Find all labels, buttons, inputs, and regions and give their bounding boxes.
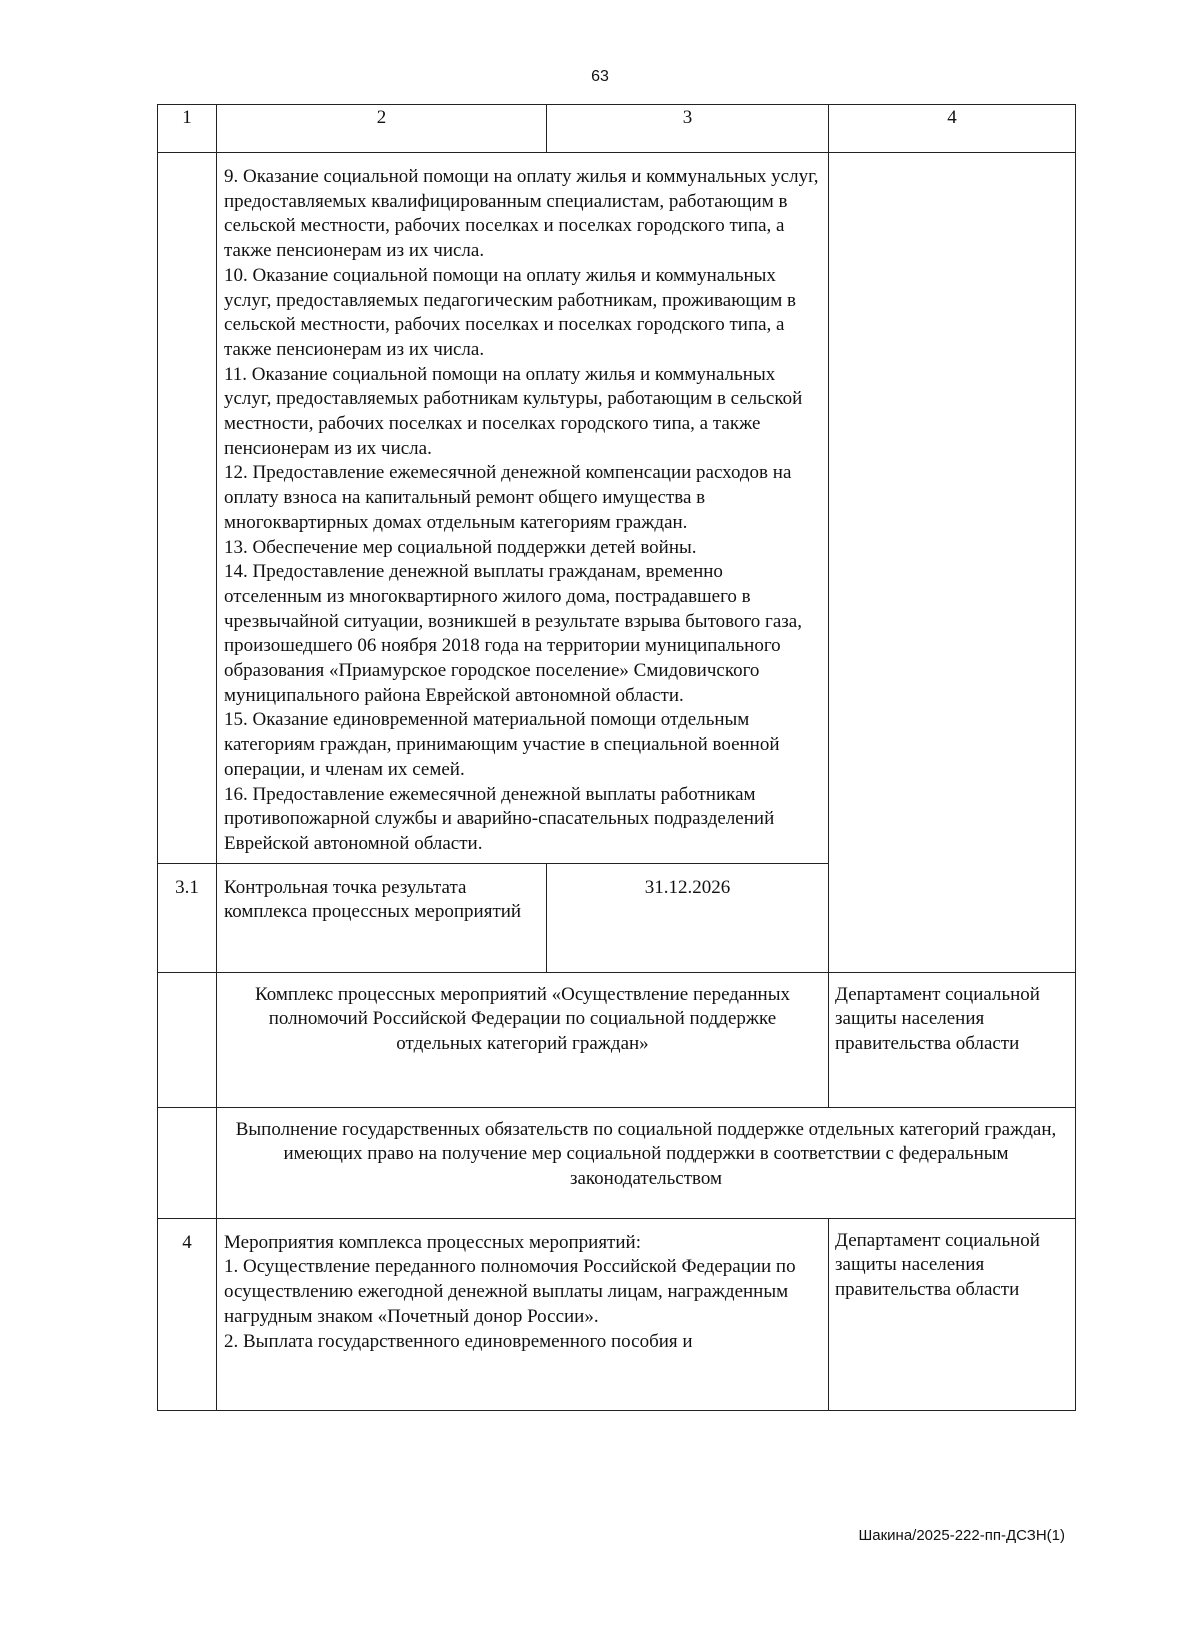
list-item: 14. Предоставление денежной выплаты гражданам, временно отселенным из многоквартирного жилого дома, пострадавшего в чрезвычайной ситуации, возникшей в результате взрыва бытового газа, произошедшего 06 ноября 2018 года на территории муниципального образования «Приамурское городское поселение» Смидовичского муниципального района Еврейской автономной области. (224, 561, 802, 706)
header-row (158, 105, 1076, 153)
list-row-number (158, 153, 217, 864)
list-item: 1. Осуществление переданного полномочия Российской Федерации по осуществлению ежегодной денежной выплаты лицам, награжденным нагрудным знаком «Почетный донор России». (224, 1256, 796, 1327)
measures-cell (217, 1218, 829, 1410)
list-item: 16. Предоставление ежемесячной денежной выплаты работникам противопожарной службы и аварийно-спасательных подразделений Еврейской автономной области. (224, 783, 775, 854)
list-row-responsible (829, 153, 1076, 973)
header-col-2: 2 (217, 105, 547, 153)
complex-department: Департамент социальной защиты населения правительства области (829, 972, 1076, 1107)
list-items-cell (217, 153, 829, 864)
header-col-3: 3 (547, 105, 829, 153)
measures-number: 4 (158, 1218, 217, 1410)
measures-table (157, 104, 1076, 1411)
checkpoint-title: Контрольная точка результата комплекса процессных мероприятий (217, 863, 547, 972)
list-item: 15. Оказание единовременной материальной помощи отдельным категориям граждан, принимающим участие в специальной военной операции, и членам их семей. (224, 709, 780, 780)
header-col-1: 1 (158, 105, 217, 153)
page-number: 63 (591, 68, 609, 85)
list-item: 10. Оказание социальной помощи на оплату жилья и коммунальных услуг, предоставляемых педагогическим работникам, проживающим в сельской местности, рабочих поселках и поселках городского типа, а также пенсионерам из их числа. (224, 264, 796, 360)
obligations-row-number (158, 1107, 217, 1218)
obligations-text: Выполнение государственных обязательств по социальной поддержке отдельных категорий граждан, имеющих право на получение мер социальной поддержки в соответствии с федеральным законодательством (217, 1107, 1076, 1218)
complex-row-number (158, 972, 217, 1107)
measures-department: Департамент социальной защиты населения правительства области (829, 1218, 1076, 1410)
list-item: 9. Оказание социальной помощи на оплату жилья и коммунальных услуг, предоставляемых квалифицированным специалистам, работающим в сельской местности, рабочих поселках и поселках городского типа, а также пенсионерам из их числа. (224, 166, 819, 262)
document-signature: Шакина/2025-222-пп-ДСЗН(1) (858, 1527, 1065, 1544)
measures-row (158, 1218, 1076, 1410)
list-row (158, 153, 1076, 864)
measures-heading: Мероприятия комплекса процессных мероприятий: (224, 1231, 641, 1253)
complex-row (158, 972, 1076, 1107)
obligations-row (158, 1107, 1076, 1218)
checkpoint-date: 31.12.2026 (547, 863, 829, 972)
checkpoint-number: 3.1 (158, 863, 217, 972)
list-item: 12. Предоставление ежемесячной денежной компенсации расходов на оплату взноса на капитальный ремонт общего имущества в многоквартирных домах отдельным категориям граждан. (224, 462, 792, 533)
list-item: 11. Оказание социальной помощи на оплату жилья и коммунальных услуг, предоставляемых работникам культуры, работающим в сельской местности, рабочих поселках и поселках городского типа, а также пенсионерам из их числа. (224, 363, 803, 459)
list-item: 13. Обеспечение мер социальной поддержки детей войны. (224, 536, 697, 558)
header-col-4: 4 (829, 105, 1076, 153)
list-item: 2. Выплата государственного единовременного пособия и (224, 1330, 693, 1352)
complex-title: Комплекс процессных мероприятий «Осуществление переданных полномочий Российской Федерации по социальной поддержке отдельных категорий граждан» (217, 972, 829, 1107)
